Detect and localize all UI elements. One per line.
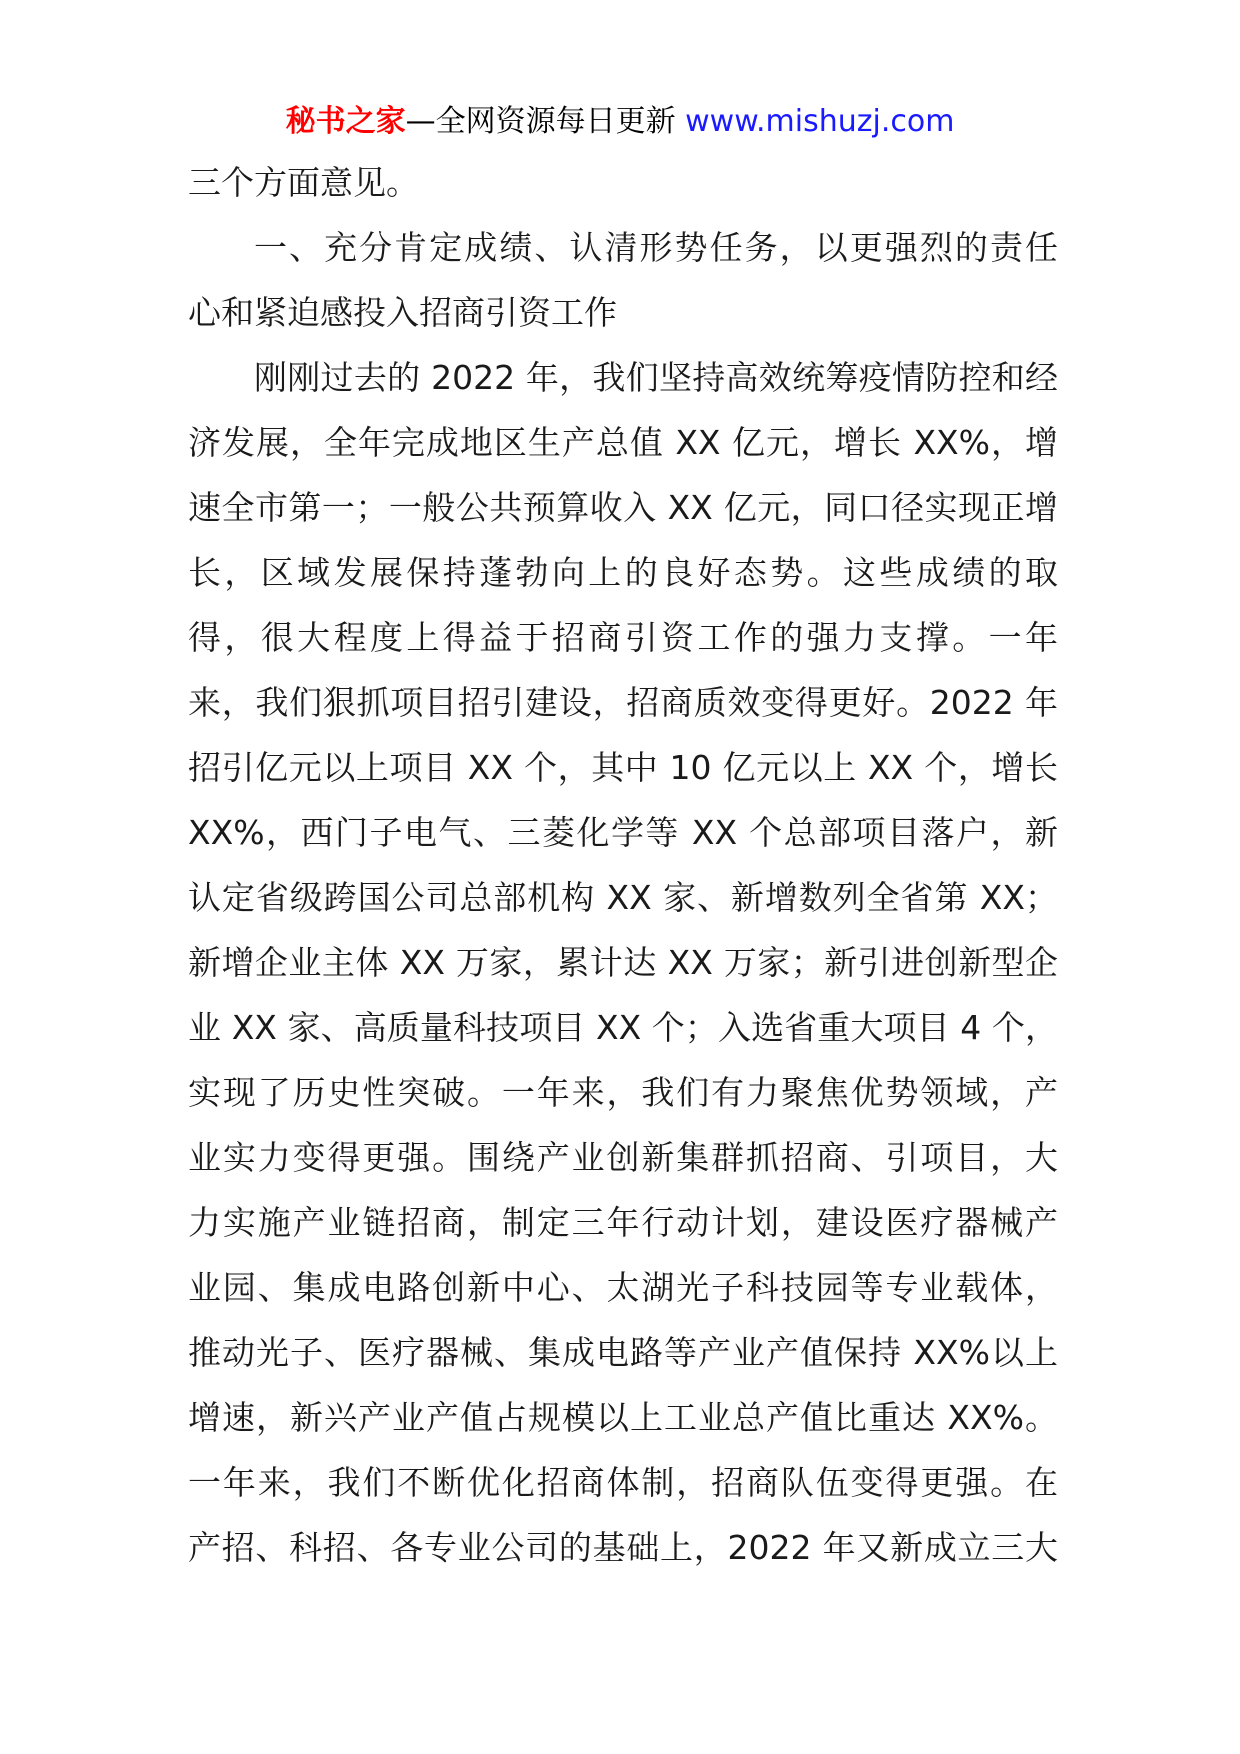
text-line: 一年来，我们不断优化招商体制，招商队伍变得更强。在 [188,1463,1058,1502]
text-line: 得，很大程度上得益于招商引资工作的强力支撑。一年 [188,618,1058,657]
text-line: 新增企业主体 XX 万家，累计达 XX 万家；新引进创新型企 [188,943,1058,982]
text-line: 一、充分肯定成绩、认清形势任务，以更强烈的责任 [254,228,1058,267]
text-line: 心和紧迫感投入招商引资工作 [188,293,617,332]
text-line: 增速，新兴产业产值占规模以上工业总产值比重达 XX%。 [188,1398,1058,1437]
text-line: 实现了历史性突破。一年来，我们有力聚焦优势领域，产 [188,1073,1058,1112]
text-line: 认定省级跨国公司总部机构 XX 家、新增数列全省第 XX； [188,878,1058,917]
header-tagline: —全网资源每日更新 [405,104,676,139]
text-line: 业实力变得更强。围绕产业创新集群抓招商、引项目，大 [188,1138,1058,1177]
text-line: 业 XX 家、高质量科技项目 XX 个；入选省重大项目 4 个， [188,1008,1058,1047]
text-line: 力实施产业链招商，制定三年行动计划，建设医疗器械产 [188,1203,1058,1242]
site-header [0,100,1240,144]
text-line: 三个方面意见。 [188,163,419,202]
document-body [188,150,1058,1580]
text-line: 速全市第一；一般公共预算收入 XX 亿元，同口径实现正增 [188,488,1058,527]
text-line: 推动光子、医疗器械、集成电路等产业产值保持 XX%以上 [188,1333,1058,1372]
text-line: 刚刚过去的 2022 年，我们坚持高效统筹疫情防控和经 [254,358,1058,397]
brand-name: 秘书之家 [285,104,406,139]
site-url-link[interactable]: www.mishuzj.com [685,104,955,139]
text-line: 业园、集成电路创新中心、太湖光子科技园等专业载体， [188,1268,1058,1307]
text-line: 招引亿元以上项目 XX 个，其中 10 亿元以上 XX 个，增长 [188,748,1058,787]
text-line: 长，区域发展保持蓬勃向上的良好态势。这些成绩的取 [188,553,1058,592]
text-line: XX%，西门子电气、三菱化学等 XX 个总部项目落户，新 [188,813,1058,852]
text-line: 济发展，全年完成地区生产总值 XX 亿元，增长 XX%，增 [188,423,1058,462]
text-line: 来，我们狠抓项目招引建设，招商质效变得更好。2022 年 [188,683,1058,722]
text-line: 产招、科招、各专业公司的基础上，2022 年又新成立三大 [188,1528,1058,1567]
